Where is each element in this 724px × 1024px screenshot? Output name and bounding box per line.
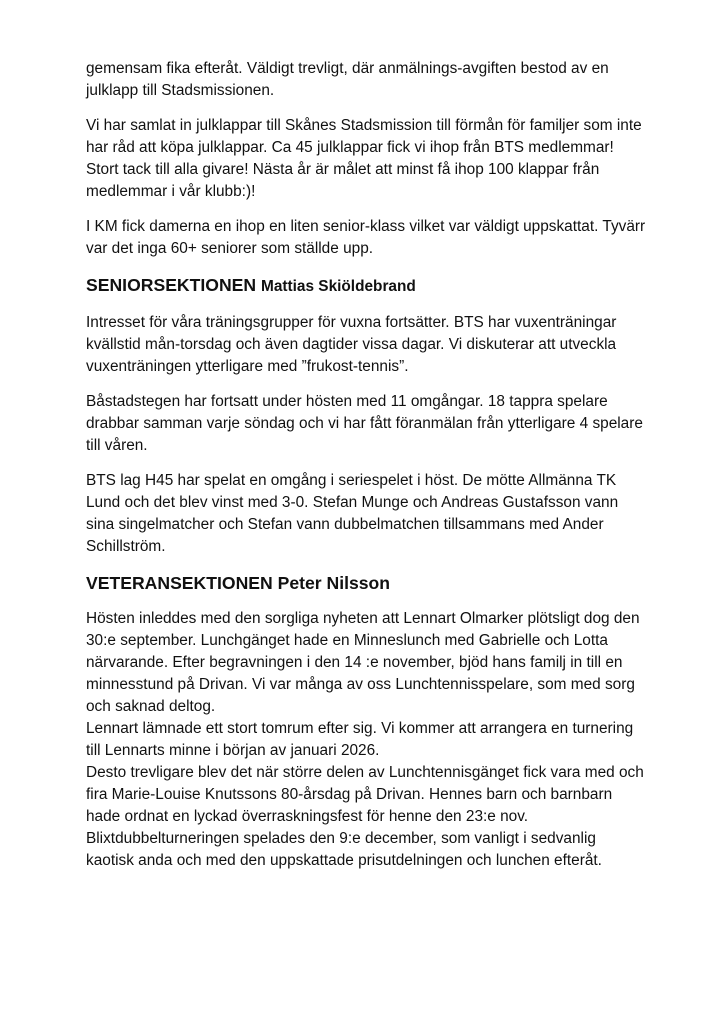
veteran-paragraph-4: Blixtdubbelturneringen spelades den 9:e december, som vanligt i sedvanlig kaotisk anda och med den uppskattade prisutdelningen och lunchen efteråt. xyxy=(86,830,602,869)
senior-section-title: SENIORSEKTIONEN xyxy=(86,275,257,295)
veteran-paragraph-3: Desto trevligare blev det när större delen av Lunchtennisgänget fick vara med och fira Marie-Louise Knutssons 80-årsdag på Drivan. Hennes barn och barnbarn hade ordnat en lyckad överraskningsfest för henne den 23:e nov. xyxy=(86,764,644,825)
veteran-paragraph-1: Hösten inleddes med den sorgliga nyheten att Lennart Olmarker plötsligt dog den 30:e september. Lunchgänget hade en Minneslunch med Gabrielle och Lotta närvarande. Efter begravningen i den 14 :e november, bjöd hans familj in till en minnesstund på Drivan. Vi var många av oss Lunchtennisspelare, som med sorg och saknad deltog. xyxy=(86,610,640,715)
veteran-paragraph-2: Lennart lämnade ett stort tomrum efter sig. Vi kommer att arrangera en turnering till Lennarts minne i början av januari 2026. xyxy=(86,720,634,759)
intro-paragraph-3: I KM fick damerna en ihop en liten senior-klass vilket var väldigt uppskattat. Tyvärr var det inga 60+ seniorer som ställde upp. xyxy=(86,218,646,257)
senior-paragraph-2: Båstadstegen har fortsatt under hösten med 11 omgångar. 18 tappra spelare drabbar samman varje söndag och vi har fått föranmälan från ytterligare 4 spelare till våren. xyxy=(86,393,643,454)
intro-paragraph-1: gemensam fika efteråt. Väldigt trevligt, där anmälnings-avgiften bestod av en julklapp till Stadsmissionen. xyxy=(86,60,609,99)
senior-paragraph-3: BTS lag H45 har spelat en omgång i seriespelet i höst. De mötte Allmänna TK Lund och det blev vinst med 3-0. Stefan Munge och Andreas Gustafsson vann sina singelmatcher och Stefan vann dubbelmatchen tillsammans med Ander Schillström. xyxy=(86,472,619,555)
veteran-section-heading xyxy=(86,571,646,595)
senior-section-heading xyxy=(86,273,646,299)
veteran-section-author: Peter Nilsson xyxy=(277,573,391,593)
document-page xyxy=(86,58,646,872)
senior-paragraph-1: Intresset för våra träningsgrupper för vuxna fortsätter. BTS har vuxenträningar kvällstid mån-torsdag och även dagtider vissa dagar. Vi diskuterar att utveckla vuxenträningen ytterligare med ”frukost-tennis”. xyxy=(86,314,617,375)
intro-paragraph-2: Vi har samlat in julklappar till Skånes Stadsmission till förmån för familjer som inte har råd att köpa julklappar. Ca 45 julklappar fick vi ihop från BTS medlemmar! Stort tack till alla givare! Nästa år är målet att minst få ihop 100 klappar från medlemmar i vår klubb:)! xyxy=(86,117,642,200)
senior-section-author: Mattias Skiöldebrand xyxy=(261,278,416,295)
veteran-section-title: VETERANSEKTIONEN xyxy=(86,573,273,593)
